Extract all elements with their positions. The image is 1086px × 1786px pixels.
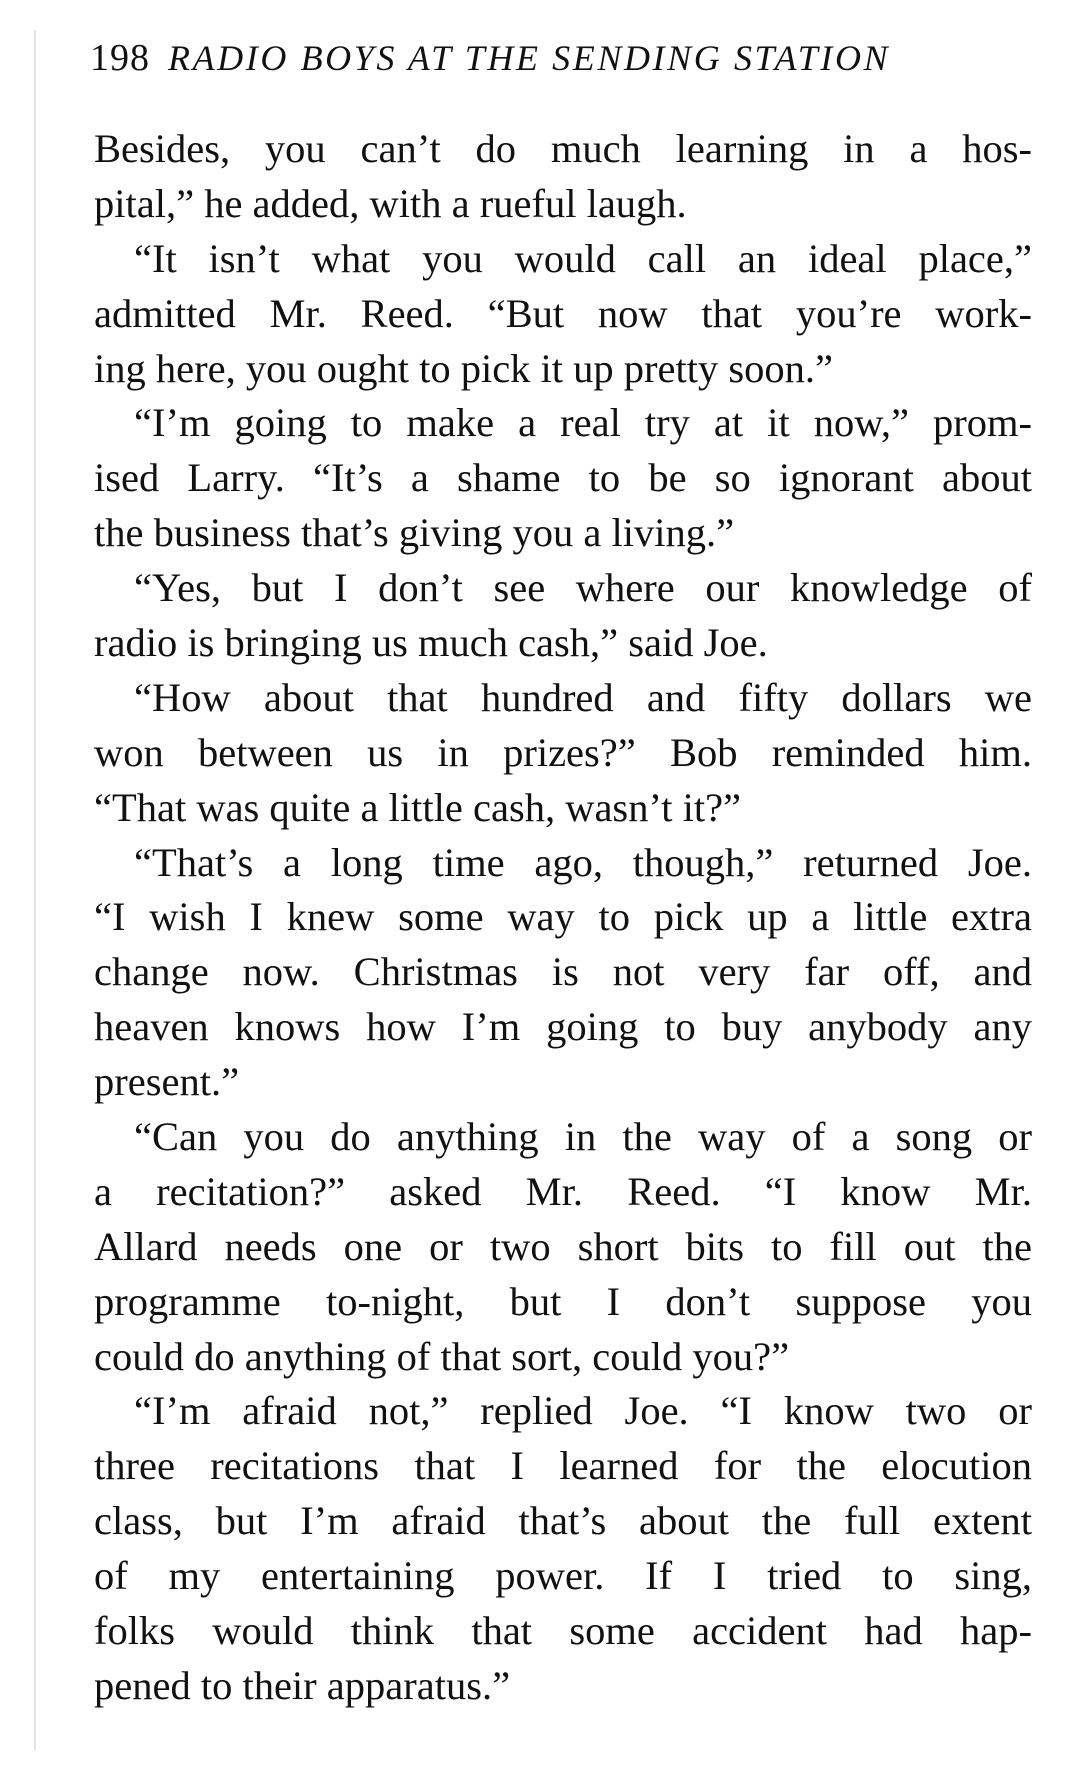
page-number: 198 <box>90 37 150 79</box>
text-line: could do anything of that sort, could you?” <box>94 1333 790 1379</box>
text-line: ing here, you ought to pick it up pretty soon.” <box>94 345 834 391</box>
text-line: “That’s a long time ago, though,” returned Joe. <box>134 839 1032 885</box>
text-line: of my entertaining power. If I tried to sing, <box>94 1553 1032 1599</box>
text-line: present.” <box>94 1059 240 1105</box>
text-line: “I wish I knew some way to pick up a little extra <box>94 894 1032 940</box>
running-header <box>90 36 1040 96</box>
text-line: the business that’s giving you a living.” <box>94 510 735 556</box>
text-line: heaven knows how I’m going to buy anybody any <box>94 1004 1032 1050</box>
text-line: “How about that hundred and fifty dollars we <box>134 674 1032 720</box>
text-line: “Can you do anything in the way of a song or <box>134 1114 1032 1160</box>
text-line: Besides, you can’t do much learning in a hos- <box>94 126 1032 171</box>
text-line: “That was quite a little cash, wasn’t it?” <box>94 784 742 830</box>
text-line: radio is bringing us much cash,” said Joe. <box>94 620 768 666</box>
text-line: pened to their apparatus.” <box>94 1662 511 1708</box>
page-edge-shadow <box>34 30 36 1750</box>
text-line: “I’m afraid not,” replied Joe. “I know two or <box>134 1388 1032 1434</box>
running-title: RADIO BOYS AT THE SENDING STATION <box>168 38 891 78</box>
text-line: folks would think that some accident had hap- <box>94 1608 1032 1654</box>
text-line: “I’m going to make a real try at it now,” prom- <box>134 400 1032 446</box>
text-line: ised Larry. “It’s a shame to be so ignorant about <box>94 455 1032 501</box>
text-line: class, but I’m afraid that’s about the full extent <box>94 1498 1032 1544</box>
text-line: won between us in prizes?” Bob reminded him. <box>94 729 1032 775</box>
text-line: change now. Christmas is not very far off, and <box>94 949 1032 995</box>
text-line: pital,” he added, with a rueful laugh. <box>94 180 687 226</box>
text-line: “Yes, but I don’t see where our knowledge of <box>134 565 1032 611</box>
text-line: a recitation?” asked Mr. Reed. “I know Mr. <box>94 1168 1032 1214</box>
text-line: three recitations that I learned for the elocution <box>94 1443 1032 1489</box>
text-line: admitted Mr. Reed. “But now that you’re work- <box>94 290 1032 336</box>
page-body-text <box>94 122 1032 1714</box>
text-line: programme to-night, but I don’t suppose you <box>94 1278 1032 1324</box>
text-line: Allard needs one or two short bits to fill out the <box>94 1223 1032 1269</box>
text-line: “It isn’t what you would call an ideal place,” <box>134 235 1032 281</box>
